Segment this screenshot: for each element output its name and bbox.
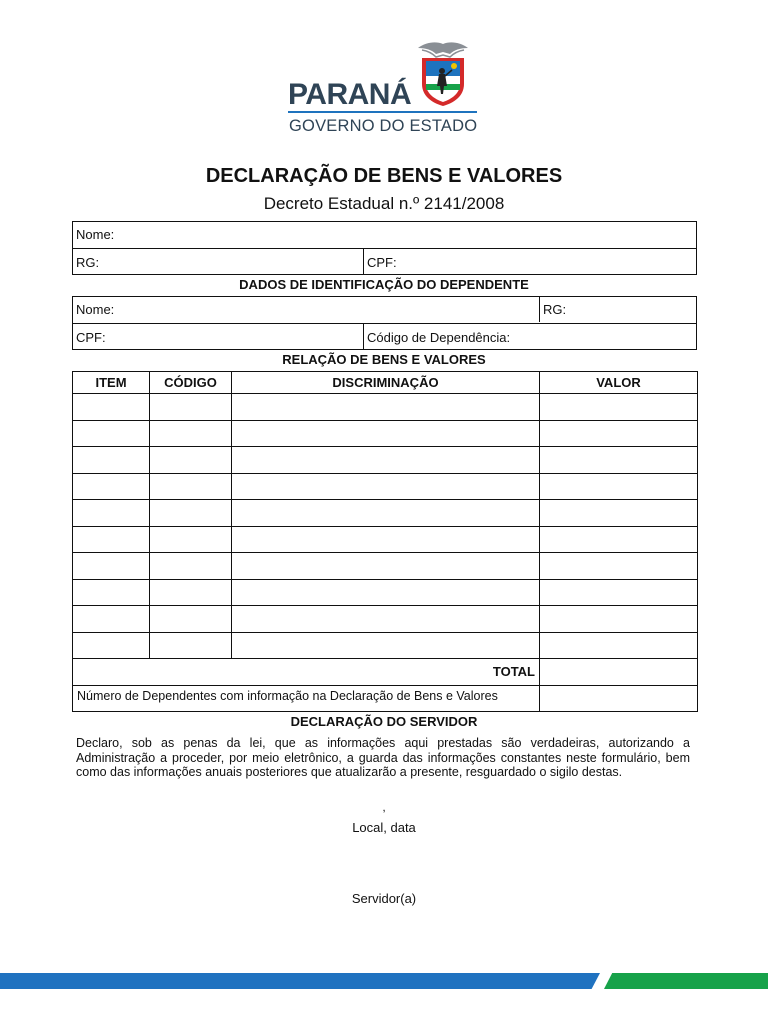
servidor-nome-field[interactable]: Nome: — [76, 227, 115, 242]
bens-table — [72, 371, 698, 712]
valor-cell[interactable] — [540, 394, 698, 421]
table-row — [73, 632, 698, 659]
local-data-comma: , — [382, 800, 386, 814]
column-divider — [539, 297, 540, 322]
valor-cell[interactable] — [540, 526, 698, 553]
servidor-identification-box — [72, 221, 697, 275]
row-divider — [73, 248, 696, 249]
discriminacao-cell[interactable] — [232, 632, 540, 659]
valor-cell[interactable] — [540, 473, 698, 500]
codigo-cell[interactable] — [150, 473, 232, 500]
brand-subtitle: GOVERNO DO ESTADO — [289, 117, 478, 135]
item-cell[interactable] — [73, 579, 150, 606]
codigo-cell[interactable] — [150, 579, 232, 606]
parana-crest-logo — [414, 40, 472, 108]
codigo-cell[interactable] — [150, 553, 232, 580]
table-header-row — [73, 372, 698, 394]
item-cell[interactable] — [73, 632, 150, 659]
local-data-label: Local, data — [352, 820, 416, 835]
discriminacao-cell[interactable] — [232, 579, 540, 606]
codigo-cell[interactable] — [150, 500, 232, 527]
codigo-cell[interactable] — [150, 606, 232, 633]
brand-name: PARANÁ — [288, 78, 412, 111]
valor-cell[interactable] — [540, 447, 698, 474]
valor-cell[interactable] — [540, 553, 698, 580]
table-row — [73, 394, 698, 421]
column-header-item: ITEM — [73, 372, 150, 394]
document-subtitle: Decreto Estadual n.º 2141/2008 — [263, 194, 505, 213]
item-cell[interactable] — [73, 473, 150, 500]
declaracao-section-title: DECLARAÇÃO DO SERVIDOR — [290, 714, 478, 729]
row-divider — [73, 323, 696, 324]
total-row — [73, 659, 698, 686]
valor-cell[interactable] — [540, 579, 698, 606]
dependente-codigo-field[interactable]: Código de Dependência: — [367, 330, 511, 345]
discriminacao-cell[interactable] — [232, 500, 540, 527]
column-header-codigo: CÓDIGO — [150, 372, 232, 394]
valor-cell[interactable] — [540, 632, 698, 659]
dependente-nome-field[interactable]: Nome: — [76, 302, 115, 317]
discriminacao-cell[interactable] — [232, 606, 540, 633]
codigo-cell[interactable] — [150, 394, 232, 421]
valor-cell[interactable] — [540, 500, 698, 527]
valor-cell[interactable] — [540, 606, 698, 633]
table-row — [73, 447, 698, 474]
codigo-cell[interactable] — [150, 526, 232, 553]
dependentes-count-row — [73, 685, 698, 712]
dependente-section-title: DADOS DE IDENTIFICAÇÃO DO DEPENDENTE — [239, 277, 529, 292]
codigo-cell[interactable] — [150, 447, 232, 474]
dependentes-count-label: Número de Dependentes com informação na Declaração de Bens e Valores — [73, 685, 540, 712]
declaracao-text: Declaro, sob as penas da lei, que as informações aqui prestadas são verdadeiras, autorizando a Administração a proceder, por meio eletrônico, a guarda das informações constantes neste formulário, bem como das informações anuais posteriores que atualizarão a presente, resguardado o sigilo destas. — [76, 736, 690, 779]
servidor-rg-field[interactable]: RG: — [76, 255, 100, 270]
item-cell[interactable] — [73, 526, 150, 553]
column-header-valor: VALOR — [540, 372, 698, 394]
codigo-cell[interactable] — [150, 632, 232, 659]
discriminacao-cell[interactable] — [232, 526, 540, 553]
total-label: TOTAL — [73, 659, 540, 686]
valor-cell[interactable] — [540, 420, 698, 447]
discriminacao-cell[interactable] — [232, 473, 540, 500]
column-divider — [363, 324, 364, 349]
dependentes-count-cell[interactable] — [540, 685, 698, 712]
item-cell[interactable] — [73, 447, 150, 474]
footer-stripe-green — [604, 973, 768, 989]
table-row — [73, 579, 698, 606]
discriminacao-cell[interactable] — [232, 447, 540, 474]
item-cell[interactable] — [73, 500, 150, 527]
column-header-discriminacao: DISCRIMINAÇÃO — [232, 372, 540, 394]
document-title: DECLARAÇÃO DE BENS E VALORES — [205, 165, 563, 187]
total-value-cell[interactable] — [540, 659, 698, 686]
bens-section-title: RELAÇÃO DE BENS E VALORES — [282, 352, 486, 367]
discriminacao-cell[interactable] — [232, 553, 540, 580]
dependente-rg-field[interactable]: RG: — [543, 302, 567, 317]
column-divider — [363, 249, 364, 274]
table-row — [73, 526, 698, 553]
brand-divider — [288, 111, 477, 113]
codigo-cell[interactable] — [150, 420, 232, 447]
discriminacao-cell[interactable] — [232, 394, 540, 421]
table-row — [73, 553, 698, 580]
dependente-identification-box — [72, 296, 697, 350]
item-cell[interactable] — [73, 553, 150, 580]
item-cell[interactable] — [73, 420, 150, 447]
discriminacao-cell[interactable] — [232, 420, 540, 447]
servidor-cpf-field[interactable]: CPF: — [367, 255, 397, 270]
item-cell[interactable] — [73, 394, 150, 421]
table-row — [73, 473, 698, 500]
dependente-cpf-field[interactable]: CPF: — [76, 330, 106, 345]
table-row — [73, 500, 698, 527]
footer-stripe-blue — [0, 973, 600, 989]
item-cell[interactable] — [73, 606, 150, 633]
table-row — [73, 606, 698, 633]
table-row — [73, 420, 698, 447]
servidor-signature-label: Servidor(a) — [351, 891, 417, 906]
